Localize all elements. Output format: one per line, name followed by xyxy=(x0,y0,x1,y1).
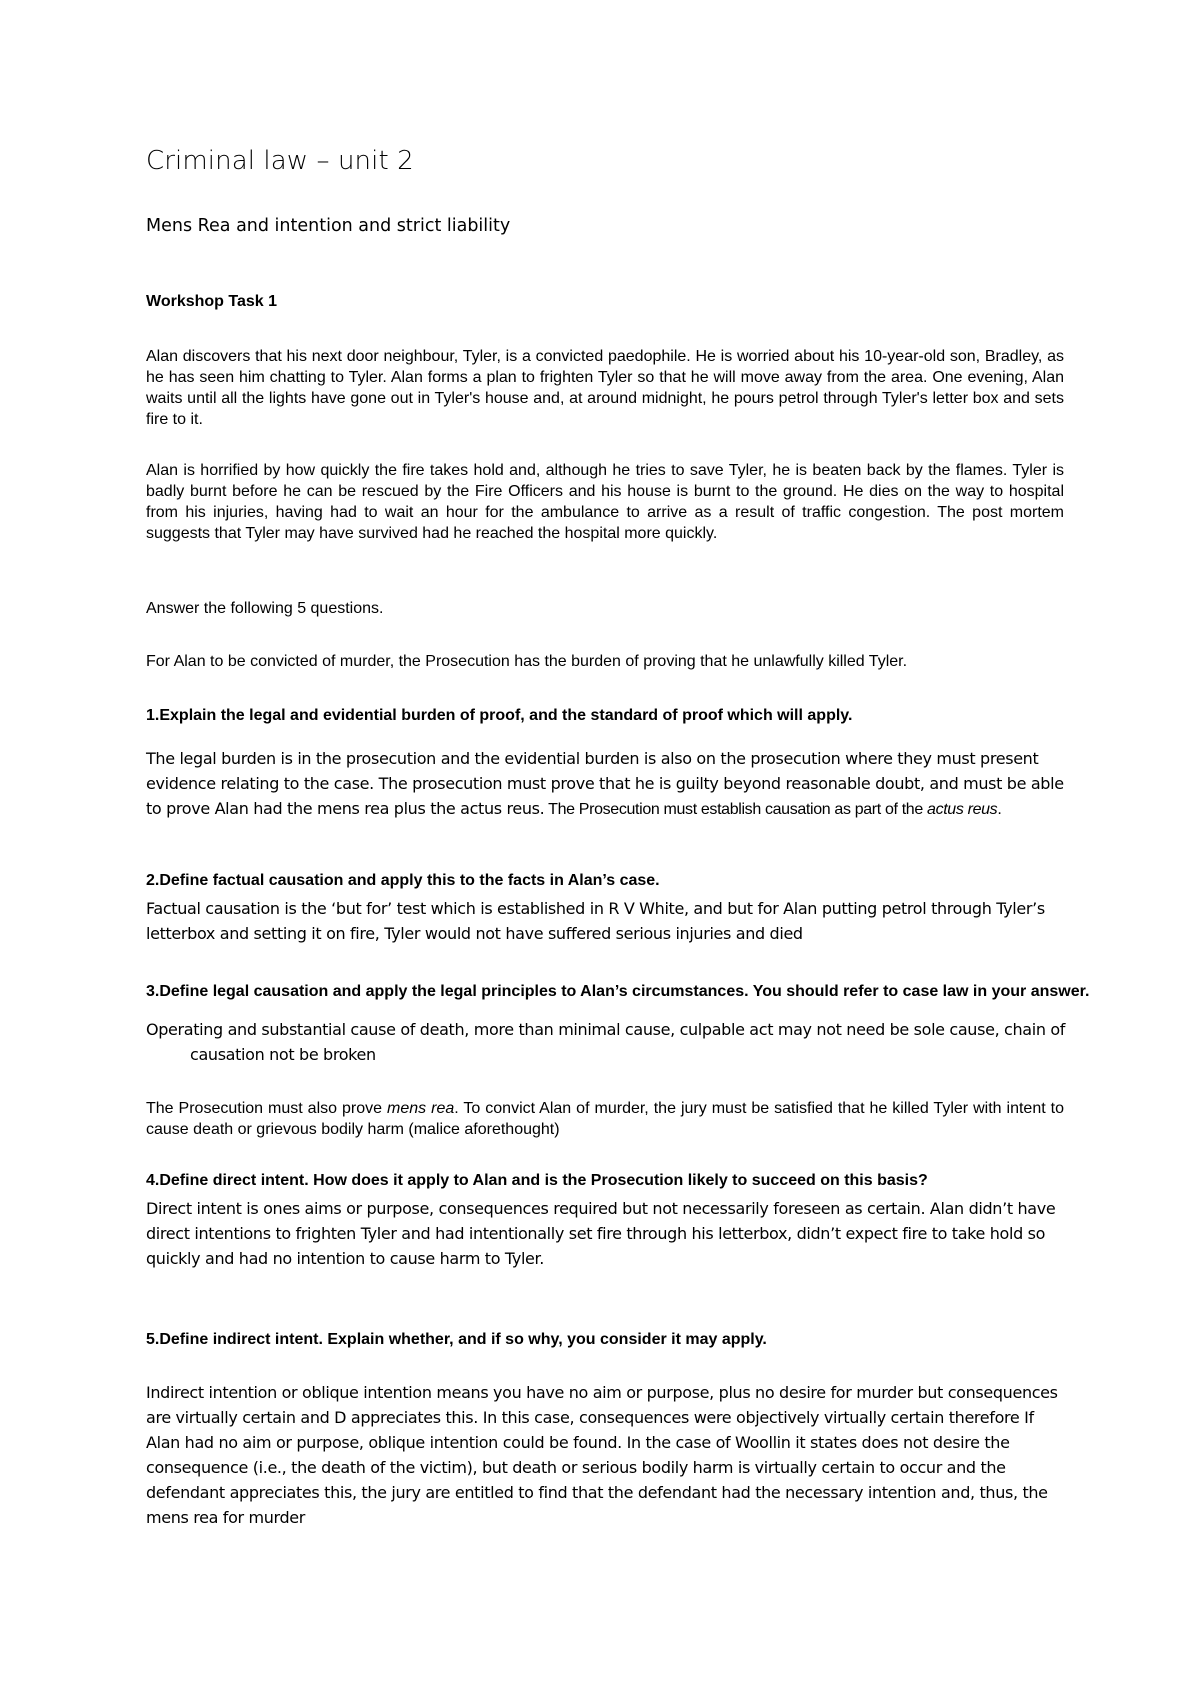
question-4: 4.Define direct intent. How does it apply to Alan and is the Prosecution likely to succeed on this basis? xyxy=(146,1172,928,1189)
mens-rea-text xyxy=(146,1098,1064,1140)
question-1: 1.Explain the legal and evidential burden of proof, and the standard of proof which will apply. xyxy=(146,707,853,724)
instruction-text: Answer the following 5 questions. xyxy=(146,600,384,617)
scenario-paragraph-2: Alan is horrified by how quickly the fire takes hold and, although he tries to save Tyler, he is beaten back by the flames. Tyler is badly burnt before he can be rescued by the Fire Officers and his house is burnt to the ground. He dies on the way to hospital from his injuries, having had to wait an hour for the ambulance to arrive as a result of traffic congestion. The post mortem suggests that Tyler may have survived had he reached the hospital more quickly. xyxy=(146,462,1064,542)
mens-rea-text-a: The Prosecution must also prove xyxy=(146,1100,388,1117)
answer-1-italic: actus reus xyxy=(927,801,998,818)
answer-2: Factual causation is the ‘but for’ test which is established in R V White, and but for Alan putting petrol through Tyler’s letterbox and setting it on fire, Tyler would not have suffered serious injuries and died xyxy=(146,899,1045,943)
document-subtitle: Mens Rea and intention and strict liability xyxy=(146,216,511,236)
answer-4: Direct intent is ones aims or purpose, consequences required but not necessarily foreseen as certain. Alan didn’t have direct intentions to frighten Tyler and had intentionally set fire through his letterbox, didn’t expect fire to take hold so quickly and had no intention to cause harm to Tyler. xyxy=(146,1199,1056,1268)
answer-1-tail-end: . xyxy=(997,801,1002,818)
answer-1-tail-text: The Prosecution must establish causation as part of the xyxy=(544,801,928,818)
mens-rea-text-b: . To convict Alan of murder, the jury must be satisfied that he killed Tyler with intent to cause death or grievous bodily harm (malice aforethought) xyxy=(146,1100,1064,1138)
question-2: 2.Define factual causation and apply this to the facts in Alan’s case. xyxy=(146,872,660,889)
question-3: 3.Define legal causation and apply the legal principles to Alan’s circumstances. You should refer to case law in your answer. xyxy=(146,983,1090,1000)
mens-rea-italic: mens rea xyxy=(387,1100,455,1117)
answer-1-tail xyxy=(544,801,1001,818)
question-5: 5.Define indirect intent. Explain whether, and if so why, you consider it may apply. xyxy=(146,1331,767,1348)
intro-text: For Alan to be convicted of murder, the Prosecution has the burden of proving that he unlawfully killed Tyler. xyxy=(146,653,908,670)
document-title: Criminal law – unit 2 xyxy=(146,146,414,176)
answer-5: Indirect intention or oblique intention means you have no aim or purpose, plus no desire for murder but consequences are virtually certain and D appreciates this. In this case, consequences were objectively virtually certain therefore If Alan had no aim or purpose, oblique intention could be found. In the case of Woollin it states does not desire the consequence (i.e., the death of the victim), but death or serious bodily harm is virtually certain to occur and the defendant appreciates this, the jury are entitled to find that the defendant had the necessary intention and, thus, the mens rea for murder xyxy=(146,1383,1058,1527)
answer-3: Operating and substantial cause of death, more than minimal cause, culpable act may not need be sole cause, chain of causation not be broken xyxy=(146,1020,1066,1064)
scenario-paragraph-1: Alan discovers that his next door neighbour, Tyler, is a convicted paedophile. He is worried about his 10-year-old son, Bradley, as he has seen him chatting to Tyler. Alan forms a plan to frighten Tyler so that he will move away from the area. One evening, Alan waits until all the lights have gone out in Tyler's house and, at around midnight, he pours petrol through Tyler's letter box and sets fire to it. xyxy=(146,348,1064,428)
workshop-heading: Workshop Task 1 xyxy=(146,293,277,310)
answer-1-main: The legal burden is in the prosecution and the evidential burden is also on the prosecution where they must present evidence relating to the case. The prosecution must prove that he is guilty beyond reasonable doubt, and must be able to prove Alan had the mens rea plus the actus reus. xyxy=(146,749,1064,818)
answer-1 xyxy=(146,746,1064,822)
